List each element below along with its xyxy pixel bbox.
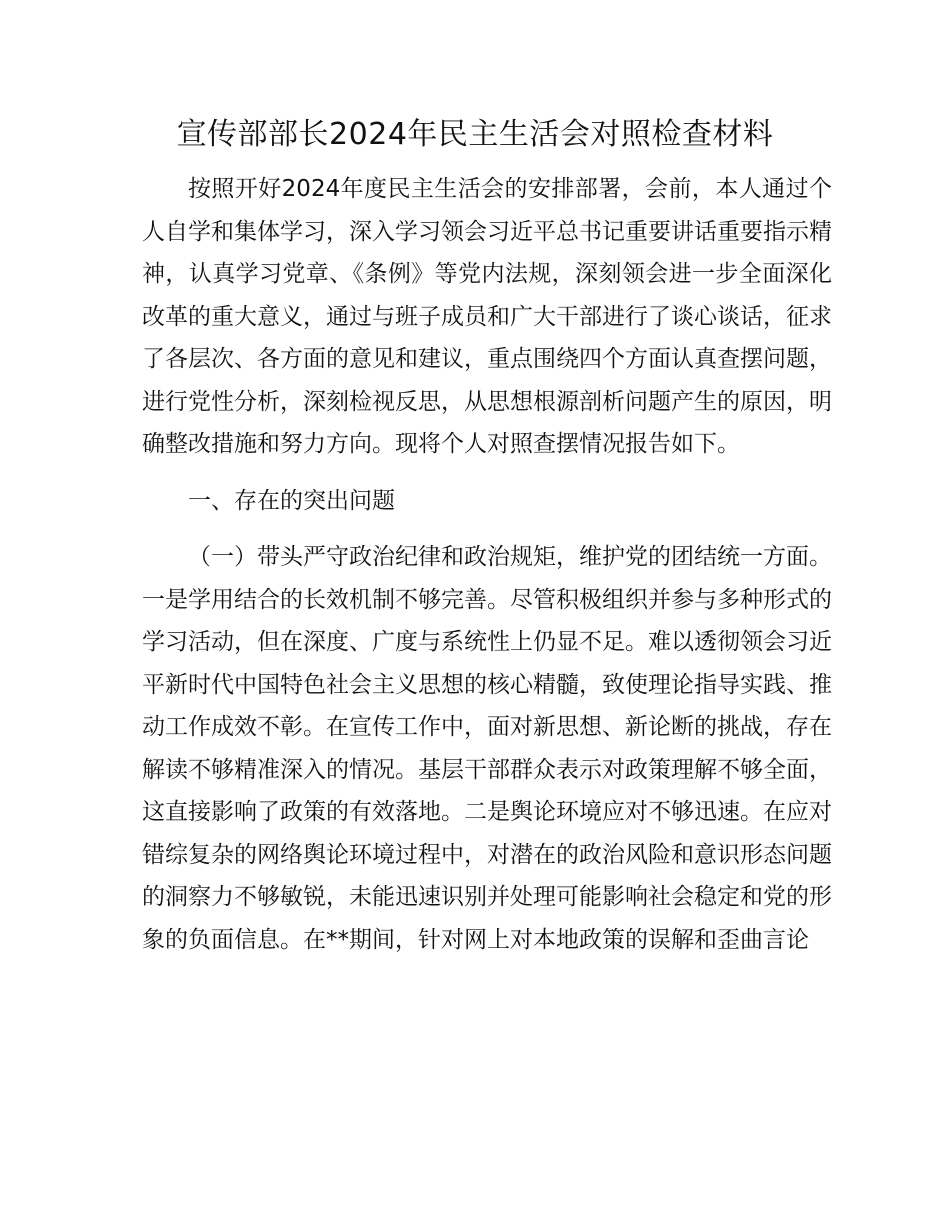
document-title: 宣传部部长2024年民主生活会对照检查材料 bbox=[176, 117, 774, 152]
section-heading: 一、存在的突出问题 bbox=[188, 487, 395, 514]
intro-paragraph: 按照开好2024年度民主生活会的安排部署，会前，本人通过个人自学和集体学习，深入学习领会习近平总书记重要讲话重要指示精神，认真学习党章、《条例》等党内法规，深刻领会进一步全面深化改革的重大意义，通过与班子成员和广大干部进行了谈心谈话，征求了各层次、各方面的意见和建议，重点围绕四个方面认真查摆问题，进行党性分析，深刻检视反思，从思想根源剖析问题产生的原因，明确整改措施和努力方向。现将个人对照查摆情况报告如下。 bbox=[142, 176, 832, 457]
document-body bbox=[142, 168, 832, 961]
section-paragraph: （一）带头严守政治纪律和政治规矩，维护党的团结统一方面。一是学用结合的长效机制不够完善。尽管积极组织并参与多种形式的学习活动，但在深度、广度与系统性上仍显不足。难以透彻领会习近平新时代中国特色社会主义思想的核心精髓，致使理论指导实践、推动工作成效不彰。在宣传工作中，面对新思想、新论断的挑战，存在解读不够精准深入的情况。基层干部群众表示对政策理解不够全面，这直接影响了政策的有效落地。二是舆论环境应对不够迅速。在应对错综复杂的网络舆论环境过程中，对潜在的政治风险和意识形态问题的洞察力不够敏锐，未能迅速识别并处理可能影响社会稳定和党的形象的负面信息。在**期间，针对网上对本地政策的误解和歪曲言论 bbox=[142, 544, 832, 953]
